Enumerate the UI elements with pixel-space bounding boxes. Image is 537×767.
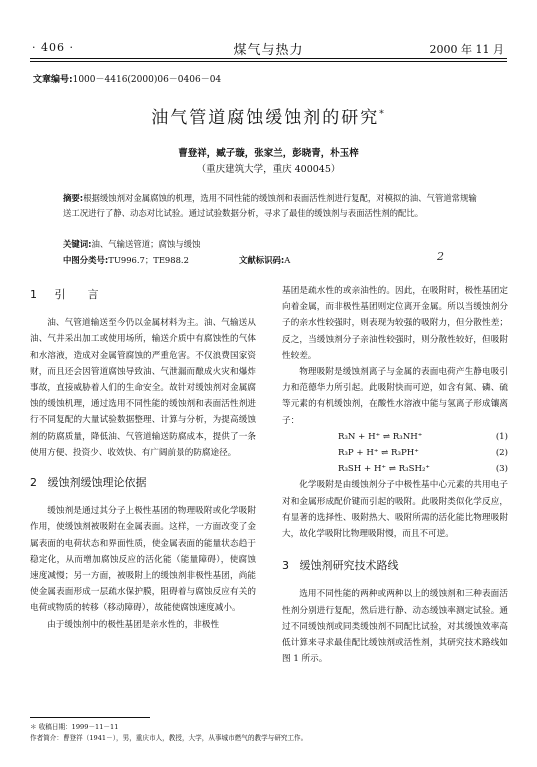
article-number-value: 1000－4416(2000)06－0406－04	[72, 75, 222, 85]
paper-title	[0, 103, 537, 128]
document-code	[239, 250, 444, 266]
footnote-author: 作者简介：曹登祥（1941－），男，重庆市人，教授，大学，从事城市燃气的教学与研究工作。	[30, 734, 308, 742]
right-column	[282, 283, 508, 667]
section-2-title: 缓蚀剂缓蚀理论依据	[47, 476, 147, 490]
equation-3	[282, 461, 508, 477]
title-text: 油气管道腐蚀缓蚀剂的研究	[151, 108, 380, 128]
keywords-text: 油、气输送管道；腐蚀与缓蚀	[91, 239, 201, 249]
section-2-number: 2	[30, 476, 37, 490]
abstract-label: 摘要:	[63, 193, 84, 203]
handwritten-mark: 2	[437, 250, 444, 263]
intro-paragraph: 油、气管道输送至今仍以金属材料为主。油、气输送从油、气井采出加工或使用场所，输送介质中有腐蚀性的气体和水溶液，造成对金属管腐蚀的严重危害。不仅浪费国家资财，而且还会因管道腐蚀导致油、气泄漏而酿成火灾和爆炸事故，直接威胁着人们的生命安全。故针对缓蚀剂对金属腐蚀的缓蚀机理，通过选用不同性能的缓蚀剂和表面活性剂进行不同复配的大量试验数据整理、计算与分析，为提高缓蚀剂的防腐质量，降低油、气管道输送防腐成本，提供了一条使用方便、投资少、收效快、有广阔前景的防腐途径。	[30, 318, 256, 458]
title-footnote-mark: *	[379, 109, 386, 120]
equation-1-formula: R₃N + H⁺ ⇌ R₃NH⁺	[338, 431, 423, 442]
section-3-title: 缓蚀剂研究技术路线	[299, 559, 399, 573]
equation-2	[282, 445, 508, 461]
affiliation: （重庆建筑大学，重庆 400045）	[196, 164, 341, 175]
article-number-label: 文章编号:	[33, 75, 73, 85]
section-3-number: 3	[282, 559, 289, 573]
keywords-label: 关键词:	[63, 239, 92, 249]
document-code-value: A	[284, 255, 291, 265]
section-1-number: 1	[30, 288, 37, 301]
keywords	[63, 238, 200, 250]
section-1-heading	[30, 287, 256, 303]
document-code-label: 文献标识码:	[239, 255, 285, 265]
section-2-heading	[30, 475, 256, 491]
equation-1-number: (1)	[495, 431, 508, 442]
technical-route-paragraph: 选用不同性能的两种或两种以上的缓蚀剂和三种表面活性剂分别进行复配，然后进行静、动态缓蚀率测定试验。通过不同缓蚀剂或同类缓蚀剂不同配比试验，对其缓蚀效率高低计算来寻求最佳配比缓蚀剂或活性剂，其研究技术路线如图 1 所示。	[282, 589, 508, 665]
article-number	[33, 72, 221, 85]
page-number: · 406 ·	[32, 41, 74, 54]
footnote-rule	[30, 717, 150, 718]
header-rule-double	[30, 61, 507, 62]
chemical-adsorption-paragraph: 化学吸附是由缓蚀剂分子中极性基中心元素的共用电子对和金属形成配价键而引起的吸附。此吸附类似化学反应，有显著的选择性、吸附热大、吸附所需的活化能比物理吸附大，故化学吸附比物理吸附慢，而且不可逆。	[282, 480, 508, 540]
header-rule	[30, 58, 507, 59]
footnote-received: ＊ 收稿日期：1999－11－11	[30, 723, 119, 731]
polarity-paragraph: 基团是疏水性的或亲油性的。因此，在吸附时，极性基团定向着金属，而非极性基团则定位离开金属。所以当缓蚀剂分子的亲水性较强时，则表现为较强的吸附力，但分散性差；反之，当缓蚀剂分子亲油性较强时，则分散性较好，但吸附性较差。	[282, 286, 508, 361]
theory-paragraph: 缓蚀剂是通过其分子上极性基团的物理吸附或化学吸附作用，使缓蚀剂被吸附在金属表面。这样，一方面改变了金属表面的电荷状态和界面性质，使金属表面的能量状态趋于稳定化，从而增加腐蚀反应的活化能（能量障碍），使腐蚀速度减慢；另一方面，被吸附上的缓蚀剂非极性基团，尚能使金属表面形成一层疏水保护膜，阻碍着与腐蚀反应有关的电荷或物质的转移（移动障碍），故能使腐蚀速度减小。	[30, 506, 256, 614]
equation-2-number: (2)	[495, 448, 508, 459]
journal-name: 煤气与热力	[233, 43, 304, 58]
equation-1	[282, 429, 508, 445]
left-column	[30, 287, 256, 633]
issue-date: 2000 年 11 月	[429, 43, 504, 56]
classification	[63, 250, 483, 266]
theory-paragraph-continued: 由于缓蚀剂中的极性基团是亲水性的，非极性	[47, 619, 220, 630]
footnote	[30, 722, 500, 744]
authors: 曹登祥，臧子璇，张家兰，彭晓青，朴玉梓	[178, 148, 359, 159]
section-1-title: 引 言	[54, 288, 99, 301]
section-3-heading	[282, 558, 508, 574]
classification-value: TU996.7；TE988.2	[108, 255, 189, 265]
classification-label: 中图分类号:	[63, 255, 109, 265]
equation-2-formula: R₃P + H⁺ ⇌ R₃PH⁺	[338, 448, 419, 459]
abstract	[63, 191, 481, 221]
equation-3-number: (3)	[495, 464, 508, 475]
equation-3-formula: R₃SH + H⁺ ⇌ R₃SH₂⁺	[338, 464, 430, 475]
physical-adsorption-paragraph: 物理吸附是缓蚀剂离子与金属的表面电荷产生静电吸引力和范德华力所引起。此吸附快而可逆，如含有氮、磷、硫等元素的有机缓蚀剂，在酸性水溶液中能与氢离子形成镶离子：	[282, 367, 508, 426]
abstract-text: 根据缓蚀剂对金属腐蚀的机理，选用不同性能的缓蚀剂和表面活性剂进行复配，对模拟的油、气管道常规输送工况进行了静、动态对比试验。通过试验数据分析，寻求了最佳的缓蚀剂与表面活性剂的配比。	[63, 193, 477, 218]
